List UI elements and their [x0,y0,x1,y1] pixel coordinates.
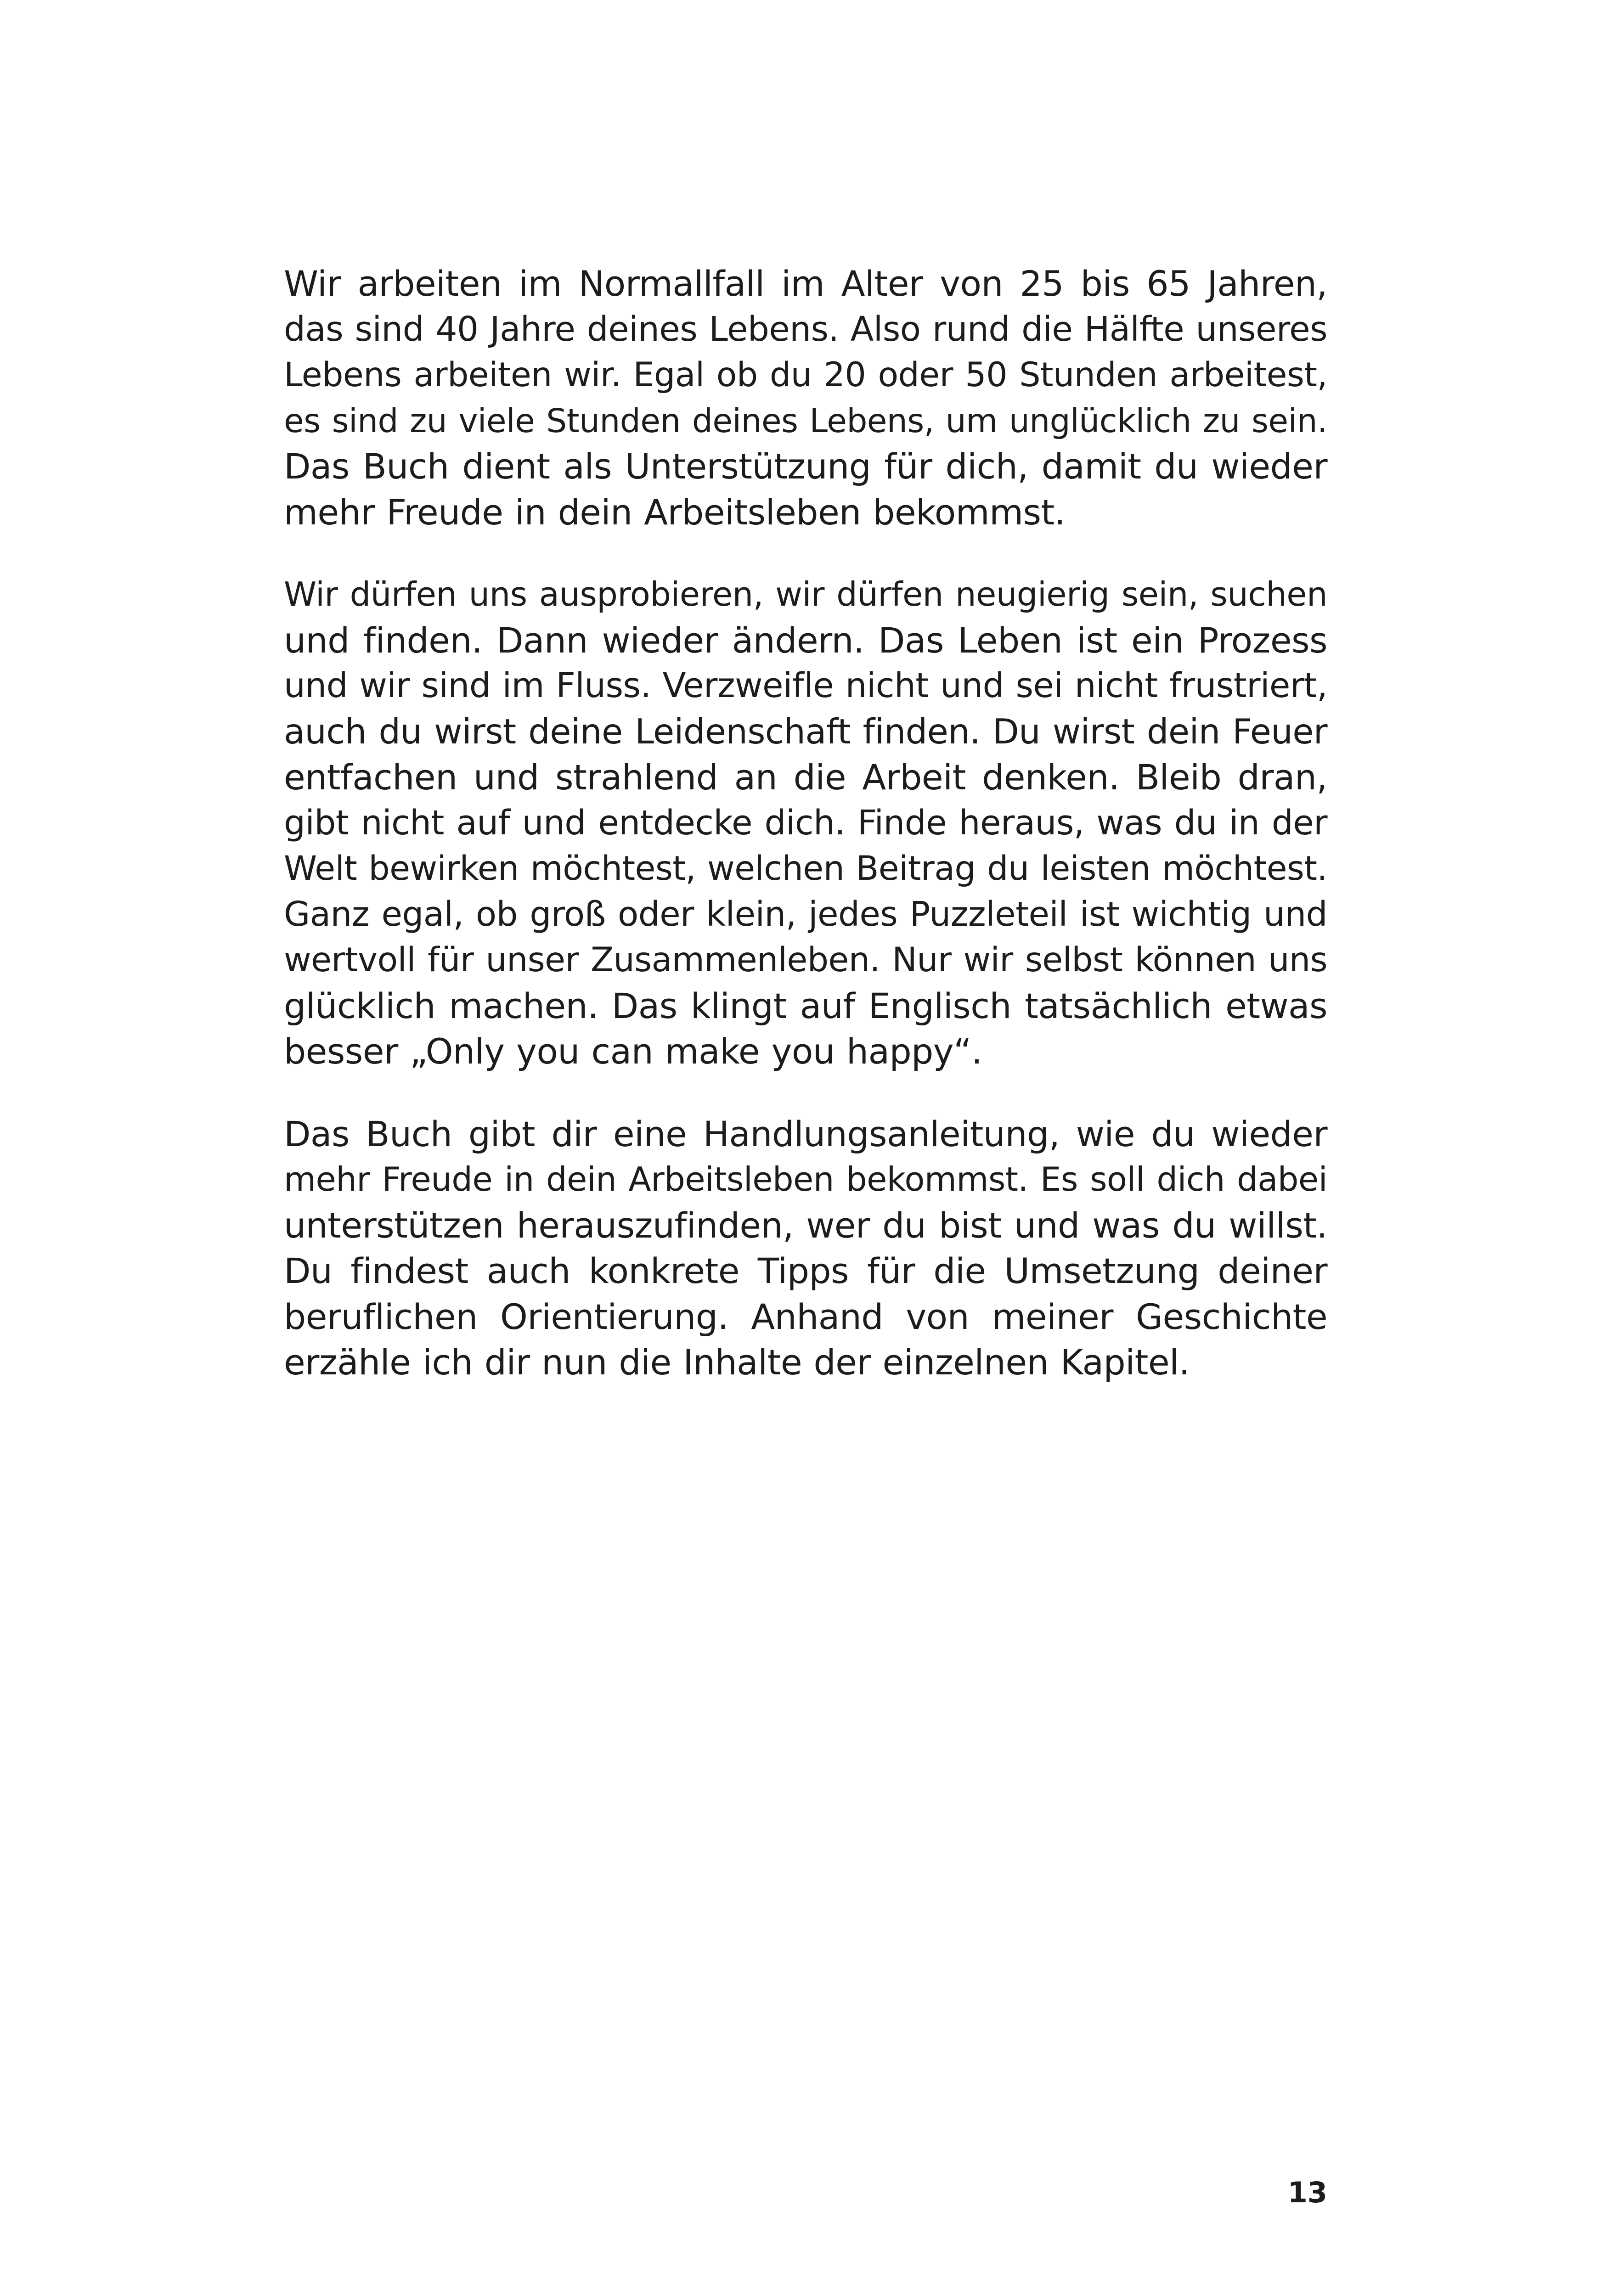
paragraph-gap [284,1075,1327,1111]
paragraph-gap [284,535,1327,572]
text-line: mehr Freude in dein Arbeitsleben bekommst. Es soll dich dabei [284,1160,1327,1199]
text-line: auch du wirst deine Leidenschaft finden. Du wirst dein Feuer [284,711,1327,752]
text-line: mehr Freude in dein Arbeitsleben bekommst. [284,491,1066,533]
text-line: besser „Only you can make you happy“. [284,1031,982,1072]
paragraph-1 [284,261,1327,535]
text-line: Das Buch dient als Unterstützung für dich, damit du wieder [284,446,1327,487]
paragraph-3 [284,1111,1327,1385]
text-line: glücklich machen. Das klingt auf Englisch tatsächlich etwas [284,985,1327,1026]
text-line: Wir dürfen uns ausprobieren, wir dürfen neugierig sein, suchen [284,575,1327,613]
text-line: Das Buch gibt dir eine Handlungsanleitung, wie du wieder [284,1113,1327,1154]
text-line: und finden. Dann wieder ändern. Das Leben ist ein Prozess [284,619,1327,661]
text-line: gibt nicht auf und entdecke dich. Finde heraus, was du in der [284,803,1327,843]
page-number: 13 [1287,2176,1327,2209]
text-line: Ganz egal, ob groß oder klein, jedes Puzzleteil ist wichtig und [284,894,1327,934]
text-line: unterstützen herauszufinden, wer du bist und was du willst. [284,1204,1327,1246]
text-line: Welt bewirken möchtest, welchen Beitrag du leisten möchtest. [284,849,1327,888]
body-text [284,261,1327,1385]
text-line: das sind 40 Jahre deines Lebens. Also rund die Hälfte unseres [284,309,1327,349]
text-line: beruflichen Orientierung. Anhand von meiner Geschichte [284,1296,1327,1337]
text-line: entfachen und strahlend an die Arbeit denken. Bleib dran, [284,757,1327,798]
text-line: erzähle ich dir nun die Inhalte der einzelnen Kapitel. [284,1342,1190,1383]
text-line: Lebens arbeiten wir. Egal ob du 20 oder 50 Stunden arbeitest, [284,355,1327,394]
paragraph-2 [284,572,1327,1075]
text-line: und wir sind im Fluss. Verzweifle nicht und sei nicht frustriert, [284,666,1327,705]
text-line: Du findest auch konkrete Tipps für die Umsetzung deiner [284,1250,1327,1291]
text-line: Wir arbeiten im Normallfall im Alter von 25 bis 65 Jahren, [284,263,1327,304]
text-line: es sind zu viele Stunden deines Lebens, um unglücklich zu sein. [284,401,1327,440]
text-line: wertvoll für unser Zusammenleben. Nur wir selbst können uns [284,940,1327,979]
